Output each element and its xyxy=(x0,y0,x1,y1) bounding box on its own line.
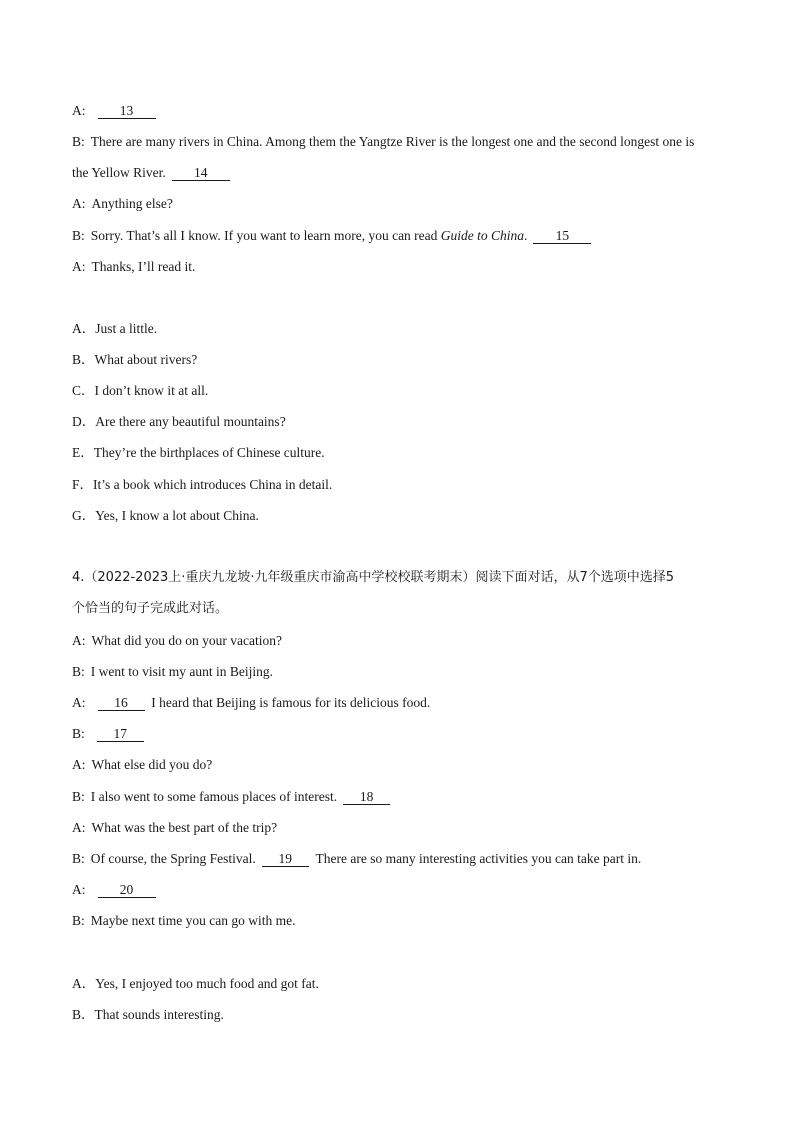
dialogue-line-b14-part1 xyxy=(72,134,694,150)
option-e xyxy=(72,445,325,461)
dialogue-text: Maybe next time you can go with me. xyxy=(90,913,296,928)
dialogue-text: What was the best part of the trip? xyxy=(91,820,278,835)
dialogue-line-a13 xyxy=(72,103,156,119)
option-f xyxy=(72,477,332,493)
option-letter: B． xyxy=(72,1007,95,1022)
option-text: It’s a book which introduces China in detail. xyxy=(93,477,333,492)
answer-blank-13[interactable]: 13 xyxy=(98,104,156,119)
dialogue-text: Sorry. That’s all I know. If you want to learn more, you can read xyxy=(90,228,438,243)
option-text: Are there any beautiful mountains? xyxy=(95,414,286,429)
dialogue-text: Of course, the Spring Festival. xyxy=(90,851,256,866)
option-c xyxy=(72,383,208,399)
dialogue-line-a-anything-else xyxy=(72,196,173,212)
speaker-label: A: xyxy=(72,820,86,835)
dialogue-text-end: . xyxy=(524,228,528,243)
option-text: Yes, I enjoyed too much food and got fat. xyxy=(95,976,319,991)
speaker-label: B: xyxy=(72,913,85,928)
option-text: Just a little. xyxy=(95,321,158,336)
option-letter: G． xyxy=(72,508,96,523)
speaker-label: A: xyxy=(72,196,86,211)
dialogue-text: the Yellow River. xyxy=(72,165,166,180)
dialogue-line-a-best xyxy=(72,820,277,836)
option-text: That sounds interesting. xyxy=(94,1007,224,1022)
answer-blank-16[interactable]: 16 xyxy=(98,696,145,711)
speaker-label: A: xyxy=(72,633,86,648)
option-letter: F． xyxy=(72,477,94,492)
speaker-label: B: xyxy=(72,664,85,679)
option-letter: E． xyxy=(72,445,94,460)
dialogue-line-b-beijing xyxy=(72,664,273,680)
option-letter: D． xyxy=(72,414,96,429)
book-title: Guide to China xyxy=(440,228,525,243)
speaker-label: A: xyxy=(72,882,86,897)
option-b xyxy=(72,352,197,368)
option-a xyxy=(72,321,157,337)
dialogue-text: I went to visit my aunt in Beijing. xyxy=(90,664,274,679)
option-g xyxy=(72,508,259,524)
speaker-label: B: xyxy=(72,726,85,741)
dialogue-line-b14-part2 xyxy=(72,165,230,181)
answer-blank-17[interactable]: 17 xyxy=(97,727,144,742)
dialogue-text: There are many rivers in China. Among them the Yangtze River is the longest one and the second longest one is xyxy=(90,134,695,149)
option-a xyxy=(72,976,319,992)
speaker-label: B: xyxy=(72,851,85,866)
dialogue-text: What did you do on your vacation? xyxy=(91,633,282,648)
question-heading: 4.（2022-2023上·重庆九龙坡·九年级重庆市渝高中学校校联考期末）阅读下面对话，从7个选项中选择5 xyxy=(72,570,675,585)
dialogue-line-b15 xyxy=(72,228,591,244)
dialogue-text: Anything else? xyxy=(91,196,173,211)
speaker-label: B: xyxy=(72,134,85,149)
speaker-label: B: xyxy=(72,228,85,243)
option-d xyxy=(72,414,286,430)
option-letter: C． xyxy=(72,383,95,398)
option-text: I don’t know it at all. xyxy=(94,383,209,398)
dialogue-text: I heard that Beijing is famous for its delicious food. xyxy=(151,695,431,710)
answer-blank-20[interactable]: 20 xyxy=(98,883,156,898)
option-text: They’re the birthplaces of Chinese culture. xyxy=(93,445,325,460)
dialogue-line-a16 xyxy=(72,695,430,711)
answer-blank-14[interactable]: 14 xyxy=(172,166,230,181)
dialogue-line-b17 xyxy=(72,726,144,742)
answer-blank-19[interactable]: 19 xyxy=(262,852,309,867)
option-letter: A． xyxy=(72,976,96,991)
speaker-label: A: xyxy=(72,259,86,274)
option-text: What about rivers? xyxy=(94,352,198,367)
dialogue-text: Thanks, I’ll read it. xyxy=(91,259,196,274)
dialogue-line-a-what-else xyxy=(72,757,212,773)
option-text: Yes, I know a lot about China. xyxy=(95,508,259,523)
dialogue-text: I also went to some famous places of interest. xyxy=(90,789,338,804)
answer-blank-15[interactable]: 15 xyxy=(533,229,591,244)
dialogue-text: What else did you do? xyxy=(91,757,213,772)
dialogue-line-b18 xyxy=(72,789,390,805)
dialogue-line-a-vacation xyxy=(72,633,282,649)
option-letter: A． xyxy=(72,321,96,336)
answer-blank-18[interactable]: 18 xyxy=(343,790,390,805)
dialogue-line-b19 xyxy=(72,851,641,867)
question-heading-cont: 个恰当的句子完成此对话。 xyxy=(72,601,229,616)
option-letter: B． xyxy=(72,352,95,367)
dialogue-line-a-thanks xyxy=(72,259,195,275)
dialogue-line-a20 xyxy=(72,882,156,898)
speaker-label: A: xyxy=(72,103,86,118)
dialogue-line-b-next-time xyxy=(72,913,295,929)
speaker-label: A: xyxy=(72,757,86,772)
speaker-label: A: xyxy=(72,695,86,710)
option-b xyxy=(72,1007,224,1023)
dialogue-text-after: There are so many interesting activities you can take part in. xyxy=(315,851,642,866)
speaker-label: B: xyxy=(72,789,85,804)
